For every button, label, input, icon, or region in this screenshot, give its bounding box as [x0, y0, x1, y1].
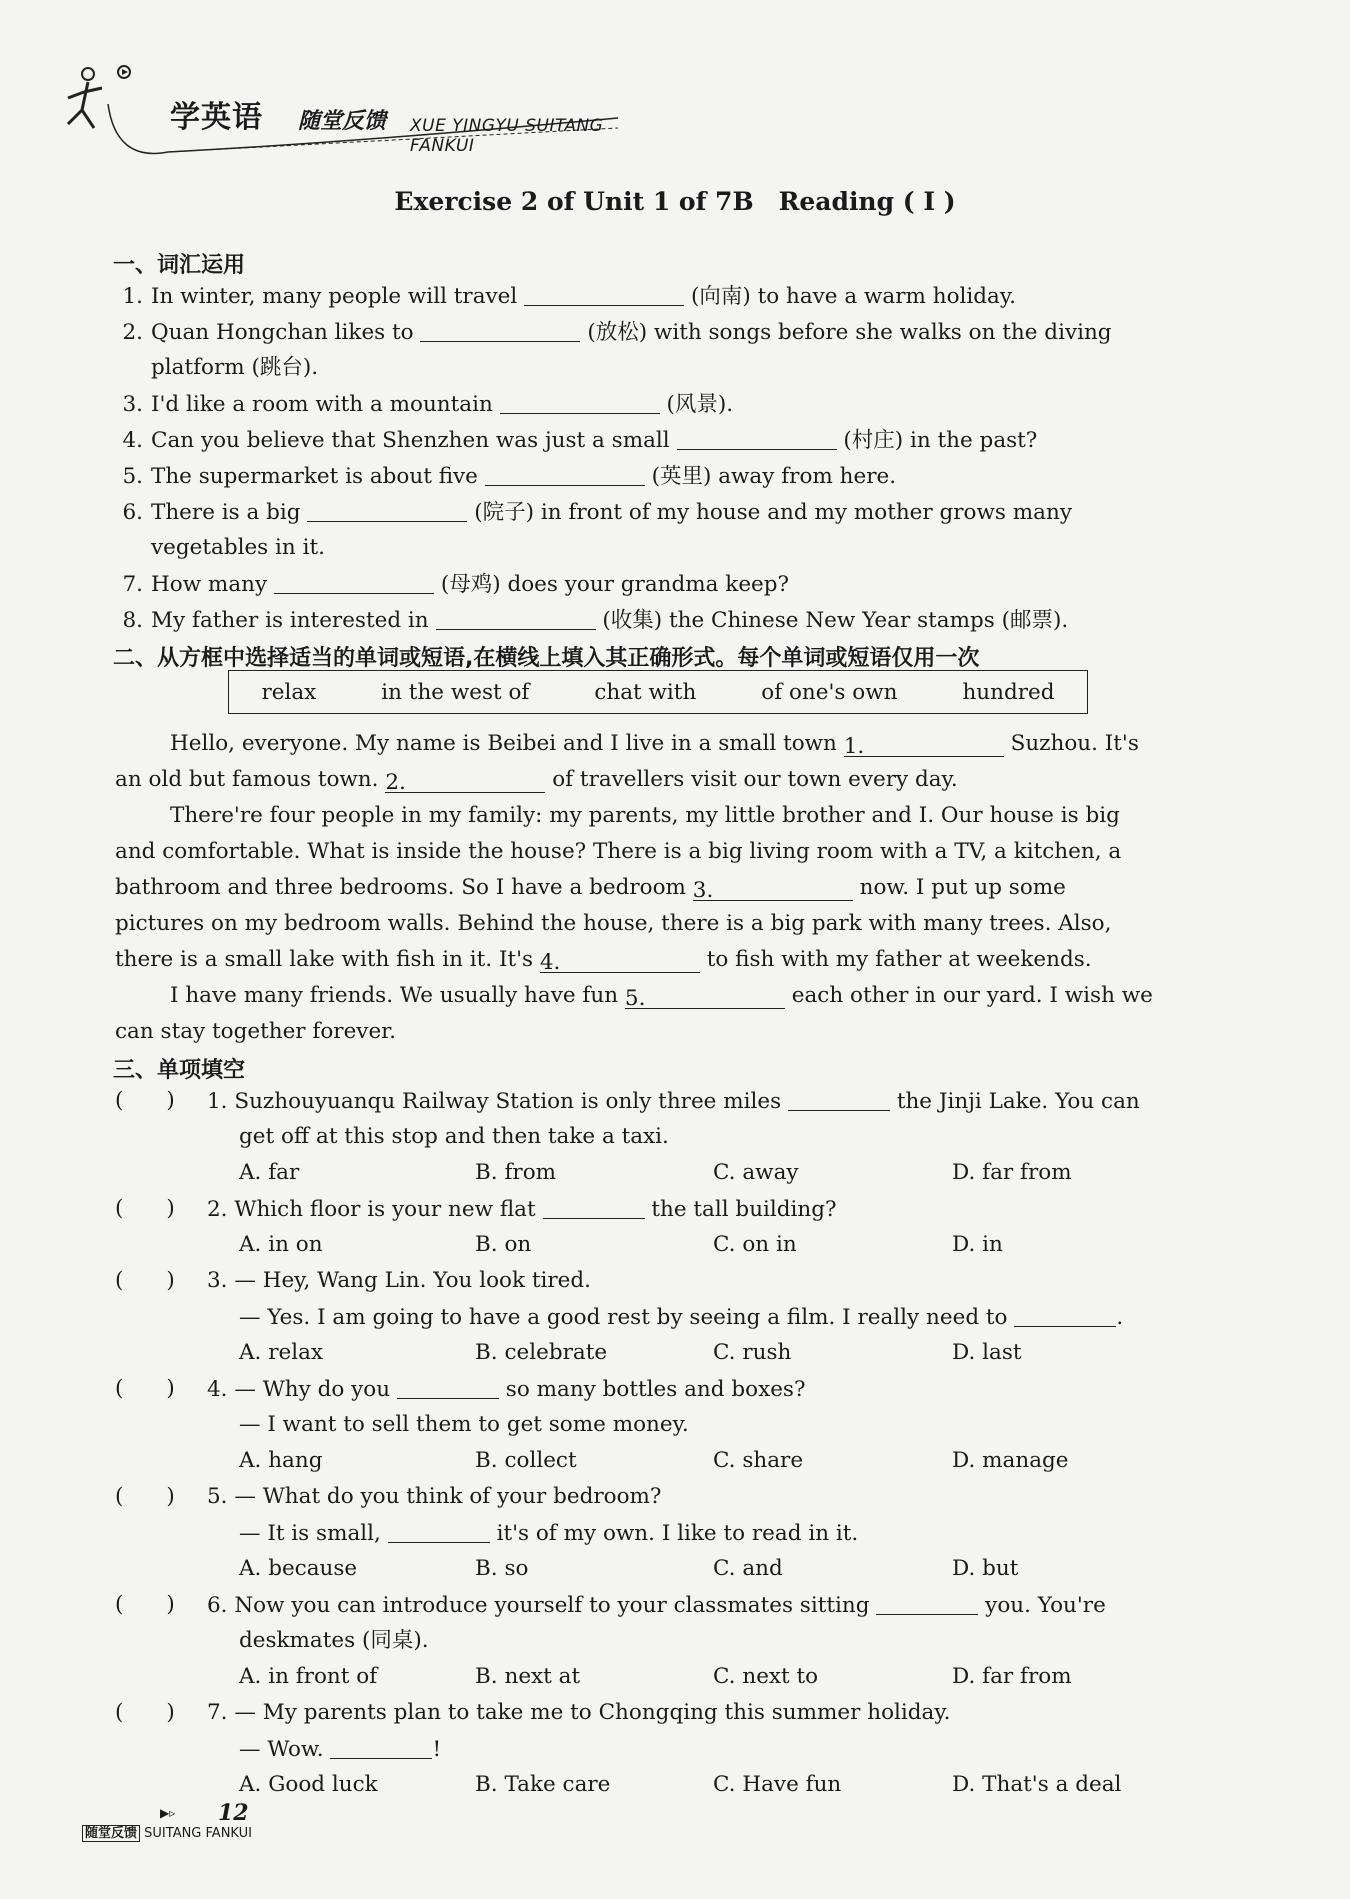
option-a: A. Good luck	[239, 1772, 378, 1797]
passage-line: bathroom and three bedrooms. So I have a bedroom 3. now. I put up some	[115, 875, 1066, 903]
option-a: A. because	[239, 1556, 358, 1581]
option-b: B. celebrate	[475, 1340, 608, 1365]
option-b: B. from	[475, 1160, 557, 1185]
word-bank-item: relax	[261, 679, 317, 705]
answer-blank[interactable]	[307, 501, 467, 522]
question-line: 2. Which floor is your new flat the tall building?	[207, 1197, 837, 1222]
passage-blank[interactable]: 3.	[693, 880, 853, 901]
option-a: A. in on	[239, 1232, 323, 1257]
question-line: — I want to sell them to get some money.	[239, 1412, 689, 1437]
option-d: D. manage	[952, 1448, 1069, 1473]
answer-paren[interactable]: ( )	[115, 1700, 175, 1725]
question-line: — Yes. I am going to have a good rest by seeing a film. I really need to .	[239, 1305, 1124, 1330]
vocab-item-continued: platform (跳台).	[151, 355, 319, 380]
question-line: 5. — What do you think of your bedroom?	[207, 1484, 662, 1509]
vocab-item: 2. Quan Hongchan likes to (放松) with songs before she walks on the diving	[122, 320, 1112, 345]
option-c: C. next to	[713, 1664, 819, 1689]
page-number: 12	[218, 1800, 249, 1826]
option-d: D. in	[952, 1232, 1003, 1257]
question-blank	[397, 1378, 499, 1399]
question-blank	[788, 1090, 890, 1111]
page-title: Exercise 2 of Unit 1 of 7B Reading ( Ⅰ )	[394, 187, 956, 216]
question-line: 3. — Hey, Wang Lin. You look tired.	[207, 1268, 591, 1293]
question-line: 7. — My parents plan to take me to Chongqing this summer holiday.	[207, 1700, 951, 1725]
answer-blank[interactable]	[274, 573, 434, 594]
vocab-item: 4. Can you believe that Shenzhen was just a small (村庄) in the past?	[122, 428, 1038, 453]
word-bank-item: of one's own	[761, 679, 898, 705]
answer-blank[interactable]	[436, 609, 596, 630]
passage-line: There're four people in my family: my parents, my little brother and I. Our house is big	[170, 803, 1120, 828]
passage-line: Hello, everyone. My name is Beibei and I live in a small town 1. Suzhou. It's	[170, 731, 1139, 759]
question-blank	[543, 1198, 645, 1219]
question-line: 6. Now you can introduce yourself to your classmates sitting you. You're	[207, 1593, 1106, 1618]
footer-tag-cn: 随堂反馈	[82, 1825, 140, 1842]
option-c: C. Have fun	[713, 1772, 842, 1797]
passage-line: there is a small lake with fish in it. It's 4. to fish with my father at weekends.	[115, 947, 1092, 975]
vocab-item-continued: vegetables in it.	[151, 535, 325, 560]
question-line: deskmates (同桌).	[239, 1628, 429, 1653]
question-blank	[1014, 1306, 1116, 1327]
option-c: C. rush	[713, 1340, 792, 1365]
option-d: D. far from	[952, 1664, 1072, 1689]
answer-paren[interactable]: ( )	[115, 1376, 175, 1401]
play-arrow-icon: ▶▹	[160, 1806, 176, 1820]
option-b: B. next at	[475, 1664, 581, 1689]
passage-line: can stay together forever.	[115, 1019, 396, 1044]
option-d: D. last	[952, 1340, 1022, 1365]
vocab-item: 6. There is a big (院子) in front of my house and my mother grows many	[122, 500, 1072, 525]
passage-blank[interactable]: 2.	[385, 772, 545, 793]
option-c: C. away	[713, 1160, 799, 1185]
option-c: C. share	[713, 1448, 804, 1473]
answer-blank[interactable]	[500, 393, 660, 414]
word-bank-item: chat with	[594, 679, 697, 705]
answer-paren[interactable]: ( )	[115, 1088, 175, 1113]
answer-paren[interactable]: ( )	[115, 1268, 175, 1293]
header-subtitle-cn: 随堂反馈	[298, 109, 387, 134]
vocab-item: 5. The supermarket is about five (英里) away from here.	[122, 464, 897, 489]
question-line: 4. — Why do you so many bottles and boxes?	[207, 1377, 806, 1402]
passage-blank[interactable]: 5.	[625, 988, 785, 1009]
answer-paren[interactable]: ( )	[115, 1484, 175, 1509]
footer-tag	[82, 1822, 252, 1841]
vocab-item: 8. My father is interested in (收集) the Chinese New Year stamps (邮票).	[122, 608, 1069, 633]
option-d: D. far from	[952, 1160, 1072, 1185]
option-a: A. far	[239, 1160, 300, 1185]
option-b: B. Take care	[475, 1772, 611, 1797]
question-line: 1. Suzhouyuanqu Railway Station is only three miles the Jinji Lake. You can	[207, 1089, 1140, 1114]
word-bank-item: in the west of	[381, 679, 530, 705]
option-c: C. on in	[713, 1232, 797, 1257]
option-d: D. but	[952, 1556, 1019, 1581]
header-banner	[58, 62, 638, 162]
option-a: A. hang	[239, 1448, 323, 1473]
footer-tag-en: SUITANG FANKUI	[144, 1826, 252, 1841]
option-c: C. and	[713, 1556, 783, 1581]
answer-blank[interactable]	[420, 321, 580, 342]
option-a: A. relax	[239, 1340, 324, 1365]
word-bank-box	[228, 670, 1088, 714]
option-a: A. in front of	[239, 1664, 378, 1689]
section3-heading: 三、单项填空	[113, 1058, 246, 1083]
question-line: — It is small, it's of my own. I like to read in it.	[239, 1521, 859, 1546]
question-blank	[330, 1738, 432, 1759]
passage-line: and comfortable. What is inside the house? There is a big living room with a TV, a kitchen, a	[115, 839, 1122, 864]
passage-blank[interactable]: 4.	[540, 952, 700, 973]
vocab-item: 3. I'd like a room with a mountain (风景).	[122, 392, 734, 417]
section2-heading: 二、从方框中选择适当的单词或短语,在横线上填入其正确形式。每个单词或短语仅用一次	[113, 646, 980, 671]
question-blank	[876, 1594, 978, 1615]
answer-blank[interactable]	[485, 465, 645, 486]
question-line: — Wow. !	[239, 1737, 442, 1762]
option-b: B. collect	[475, 1448, 577, 1473]
answer-blank[interactable]	[677, 429, 837, 450]
passage-line: I have many friends. We usually have fun 5. each other in our yard. I wish we	[170, 983, 1153, 1011]
question-line: get off at this stop and then take a taxi.	[239, 1124, 669, 1149]
section1-heading: 一、词汇运用	[113, 253, 246, 278]
option-b: B. so	[475, 1556, 529, 1581]
word-bank-item: hundred	[962, 679, 1055, 705]
answer-paren[interactable]: ( )	[115, 1196, 175, 1221]
answer-blank[interactable]	[524, 285, 684, 306]
passage-line: pictures on my bedroom walls. Behind the house, there is a big park with many trees. Also,	[115, 911, 1112, 936]
passage-blank[interactable]: 1.	[844, 736, 1004, 757]
option-d: D. That's a deal	[952, 1772, 1122, 1797]
header-subtitle-en: XUE YINGYU SUITANG FANKUI	[410, 116, 604, 156]
header-title-cn: 学英语	[170, 100, 263, 135]
answer-paren[interactable]: ( )	[115, 1592, 175, 1617]
passage-line: an old but famous town. 2. of travellers visit our town every day.	[115, 767, 958, 795]
vocab-item: 7. How many (母鸡) does your grandma keep?	[122, 572, 790, 597]
option-b: B. on	[475, 1232, 532, 1257]
vocab-item: 1. In winter, many people will travel (向南) to have a warm holiday.	[122, 284, 1016, 309]
question-blank	[388, 1522, 490, 1543]
